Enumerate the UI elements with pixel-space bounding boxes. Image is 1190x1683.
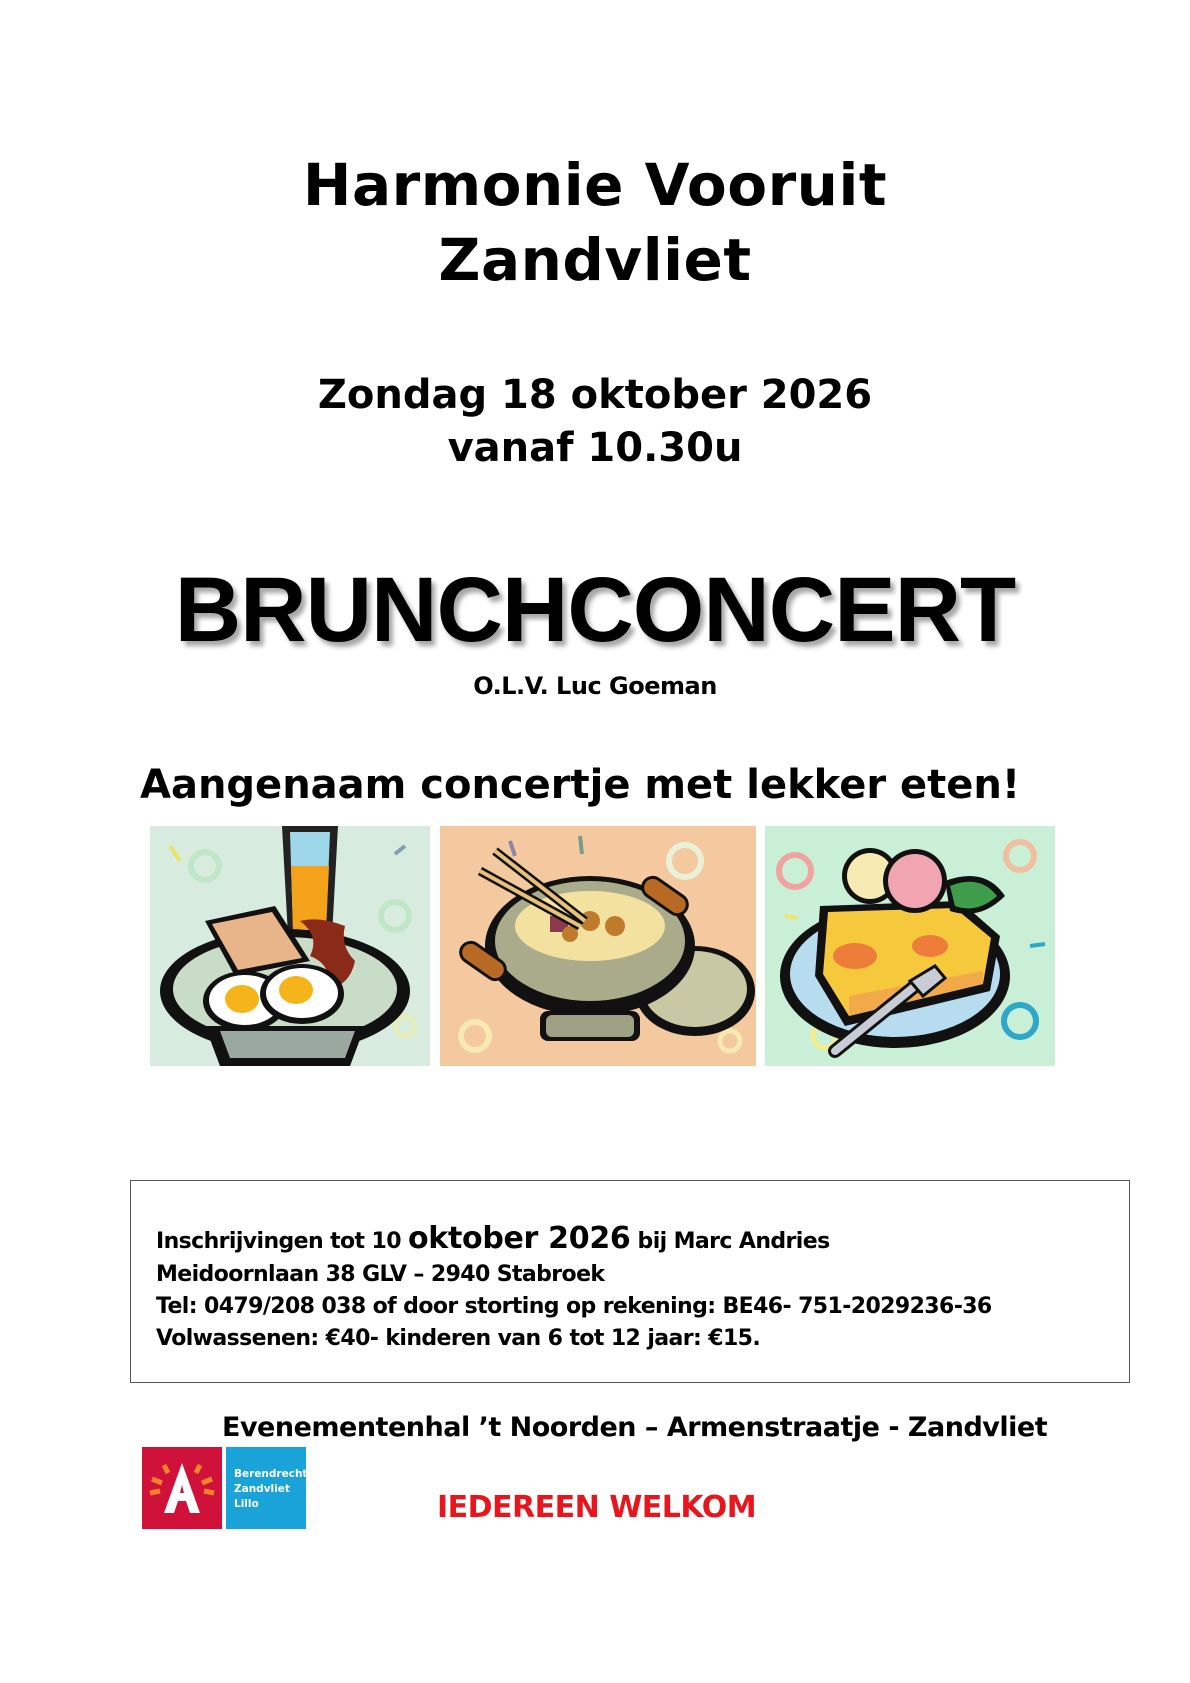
district-logo-mark bbox=[142, 1447, 222, 1529]
district-zandvliet: Zandvliet bbox=[234, 1483, 290, 1495]
registration-prices: Volwassenen: €40- kinderen van 6 tot 12 jaar: €15. bbox=[156, 1326, 761, 1351]
tagline bbox=[140, 762, 1020, 808]
registration-box bbox=[130, 1180, 1130, 1383]
welcome-text: IEDEREEN WELKOM bbox=[437, 1490, 757, 1525]
tagline-text: Aangenaam concertje met lekker eten! bbox=[140, 762, 1021, 808]
organization-name-line2: Zandvliet bbox=[438, 226, 752, 294]
breakfast-illustration bbox=[150, 826, 430, 1066]
registration-deadline bbox=[156, 1223, 830, 1258]
pie-illustration bbox=[765, 826, 1055, 1066]
wok-illustration bbox=[440, 826, 756, 1066]
venue-line: Evenementenhal ’t Noorden – Armenstraatje - Zandvliet bbox=[222, 1412, 1048, 1443]
event-date: Zondag 18 oktober 2026 bbox=[317, 372, 873, 418]
conductor-line: O.L.V. Luc Goeman bbox=[473, 672, 717, 700]
registration-address: Meidoornlaan 38 GLV – 2940 Stabroek bbox=[156, 1262, 605, 1287]
event-time: vanaf 10.30u bbox=[447, 425, 743, 471]
antwerp-a-icon bbox=[142, 1447, 222, 1529]
pie-icon bbox=[765, 826, 1055, 1066]
registration-deadline-date: oktober 2026 bbox=[408, 1221, 631, 1256]
breakfast-icon bbox=[150, 826, 430, 1066]
wok-icon bbox=[440, 826, 756, 1066]
district-berendrecht: Berendrecht bbox=[234, 1468, 308, 1480]
district-logo-text bbox=[226, 1447, 306, 1529]
registration-contact: bij Marc Andries bbox=[630, 1229, 830, 1254]
event-title: BRUNCHCONCERT bbox=[174, 559, 1016, 661]
district-lillo: Lillo bbox=[234, 1498, 259, 1510]
registration-phone-account: Tel: 0479/208 038 of door storting op rekening: BE46- 751-2029236-36 bbox=[156, 1294, 992, 1319]
registration-prefix: Inschrijvingen tot 10 bbox=[156, 1229, 408, 1254]
organization-name-line1: Harmonie Vooruit bbox=[302, 151, 888, 219]
